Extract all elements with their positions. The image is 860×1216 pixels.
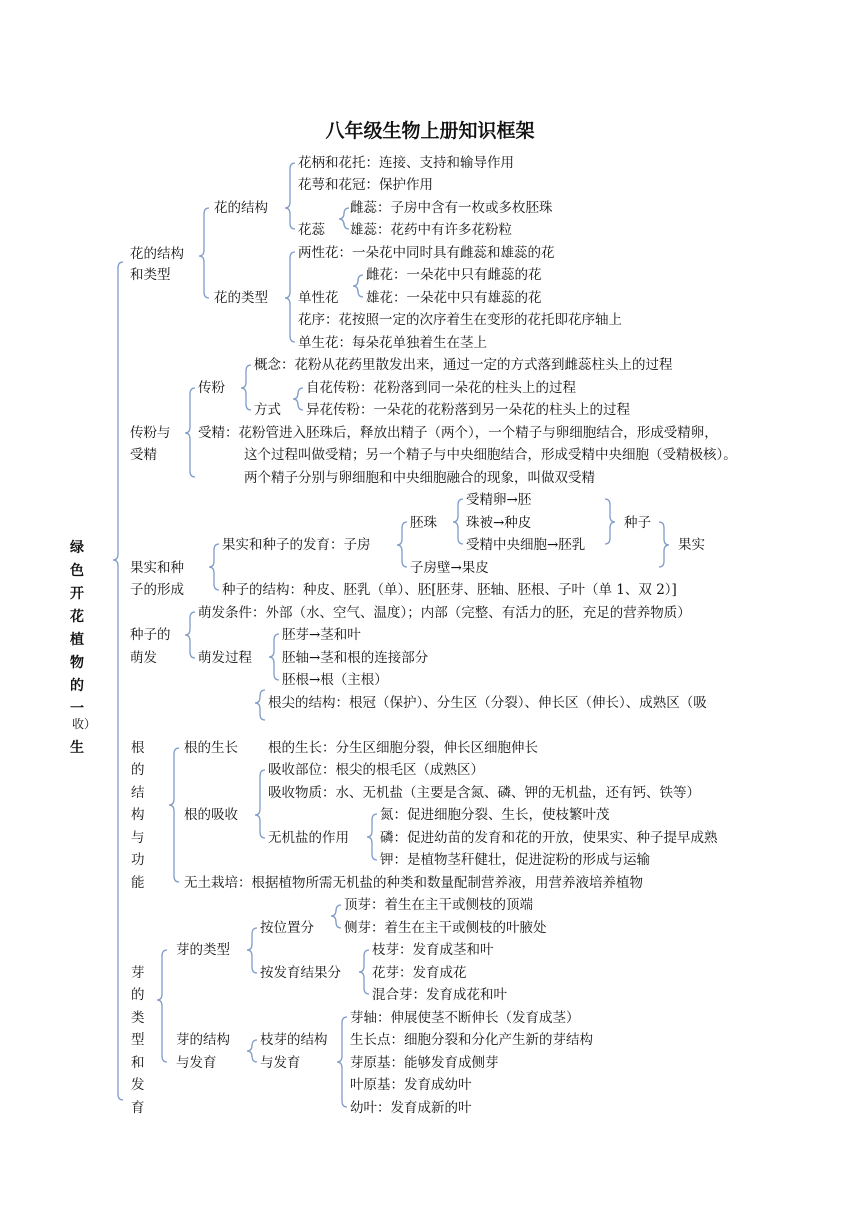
- root-mineral: 无机盐的作用: [268, 830, 349, 846]
- main-topic-char: 物: [70, 655, 84, 671]
- main-topic-char: 的: [70, 678, 84, 694]
- root-phosphorus: 磷：促进幼苗的发育和花的开放，使果实、种子提早成熟: [380, 830, 718, 846]
- section-root-char: 根: [131, 740, 145, 756]
- brace: [331, 905, 341, 928]
- main-topic-char: 开: [70, 586, 84, 602]
- bud-structure: 芽的结构: [176, 1032, 230, 1048]
- brace: [185, 612, 195, 658]
- pollination-methods: 方式: [254, 402, 281, 418]
- section-bud-char: 型: [131, 1032, 145, 1048]
- brace: [367, 814, 377, 860]
- brace: [339, 208, 349, 229]
- brace: [169, 748, 179, 882]
- flower-pistil: 雌蕊：子房中含有一枚或多枚胚珠: [350, 200, 553, 216]
- section-fruit: 子的形成: [130, 582, 184, 598]
- brace: [285, 252, 295, 342]
- root-tip: 根尖的结构：根冠（保护）、分生区（分裂）、伸长区（伸长）、成熟区（吸: [268, 695, 707, 711]
- flower-stalk: 花柄和花托：连接、支持和输导作用: [298, 155, 514, 171]
- brace: [659, 522, 669, 567]
- section-bud-char: 发: [131, 1077, 145, 1093]
- main-topic-char: 植: [70, 632, 84, 648]
- section-flower: 花的结构: [130, 246, 184, 262]
- section-root-char: 的: [131, 762, 145, 778]
- flower-types: 花的类型: [214, 290, 268, 306]
- flower-female: 雌花：一朵花中只有雌蕊的花: [366, 267, 542, 283]
- flower-bisexual: 两性花：一朵花中同时具有雌蕊和雄蕊的花: [298, 245, 555, 261]
- brace: [453, 499, 463, 544]
- main-topic-char: 绿: [70, 540, 84, 556]
- fruit-seed: 种子: [624, 515, 651, 531]
- main-topic-char: 生: [70, 740, 84, 756]
- flower-solitary: 单生花：每朵花单独着生在茎上: [298, 335, 487, 351]
- seed-structure: 种子的结构：种皮、胚乳（单）、胚[胚芽、胚轴、胚根、子叶（单 1、双 2）]: [222, 582, 677, 598]
- fruit-fruit: 果实: [678, 537, 705, 553]
- pollination-concept: 概念：花粉从花药里散发出来，通过一定的方式落到雌蕊柱头上的过程: [254, 357, 673, 373]
- germination-process: 萌发过程: [198, 650, 252, 666]
- root-nitrogen: 氮：促进细胞分裂、生长，使枝繁叶茂: [380, 807, 610, 823]
- bud-leaf: 枝芽：发育成茎和叶: [372, 942, 494, 958]
- pollination-cross: 异花传粉：一朵花的花粉落到另一朵花的柱头上的过程: [306, 402, 630, 418]
- section-root-char: 能: [131, 875, 145, 891]
- flower-stamen: 雄蕊：花药中有许多花粉粒: [350, 222, 512, 238]
- brace: [269, 634, 279, 680]
- page-title: 八年级生物上册知识框架: [325, 120, 535, 142]
- bud-flower: 花芽：发育成花: [372, 965, 467, 981]
- bud-lateral: 侧芽：着生在主干或侧枝的叶腋处: [344, 920, 547, 936]
- bud-terminal: 顶芽：着生在主干或侧枝的顶端: [344, 897, 533, 913]
- fruit-development: 果实和种子的发育：子房: [222, 537, 371, 553]
- fruit-wall: 子房壁→果皮: [410, 560, 489, 576]
- section-pollination: 受精: [130, 447, 157, 463]
- brace: [293, 388, 303, 410]
- main-topic-char: 花: [70, 609, 84, 625]
- brace: [247, 1040, 257, 1062]
- root-potassium: 钾：是植物茎秆健壮，促进淀粉的形成与运输: [380, 852, 650, 868]
- bud-axis: 芽轴：伸展使茎不断伸长（发育成茎）: [350, 1010, 580, 1026]
- flower-sepal: 花萼和花冠：保护作用: [298, 177, 433, 193]
- section-flower: 和类型: [130, 267, 171, 283]
- section-bud-char: 类: [131, 1010, 145, 1026]
- fruit-ovule: 胚珠: [410, 515, 437, 531]
- main-topic-aside: 收）: [72, 717, 97, 731]
- bud-primordium: 芽原基：能够发育成侧芽: [350, 1055, 499, 1071]
- bud-growing-point: 生长点：细胞分裂和分化产生新的芽结构: [350, 1032, 593, 1048]
- brace: [209, 544, 219, 590]
- fruit-central: 受精中央细胞→胚乳: [466, 537, 586, 553]
- germination-radicle: 胚根→根（主根）: [282, 672, 388, 688]
- fruit-zygote: 受精卵→胚: [466, 492, 532, 508]
- germination-hypocotyl: 胚轴→茎和根的连接部分: [282, 650, 429, 666]
- root-absorption: 根的吸收: [184, 807, 238, 823]
- flower-structure: 花的结构: [214, 200, 268, 216]
- branch-bud: 与发育: [260, 1055, 301, 1071]
- bud-mixed: 混合芽：发育成花和叶: [372, 987, 507, 1003]
- brace: [285, 163, 295, 229]
- section-germination: 萌发: [130, 650, 157, 666]
- pollination-label: 传粉: [198, 380, 225, 396]
- section-pollination: 传粉与: [130, 425, 171, 441]
- brace: [255, 690, 265, 720]
- section-root-char: 结: [131, 785, 145, 801]
- brace: [247, 928, 257, 973]
- young-leaf: 幼叶：发育成新的叶: [350, 1100, 472, 1116]
- root-site: 吸收部位：根尖的根毛区（成熟区）: [268, 762, 484, 778]
- section-root-char: 与: [131, 830, 145, 846]
- flower-pistil-group: 花蕊: [298, 222, 325, 238]
- section-bud-char: 的: [131, 987, 145, 1003]
- flower-unisexual: 单性花: [298, 290, 339, 306]
- brace: [353, 275, 363, 297]
- root-soilless: 无土栽培：根据植物所需无机盐的种类和数量配制营养液，用营养液培养植物: [184, 875, 643, 891]
- section-fruit: 果实和种: [130, 560, 184, 576]
- brace: [605, 499, 615, 544]
- root-growth: 根的生长: [184, 740, 238, 756]
- brace: [241, 365, 251, 410]
- fertilization-line3: 两个精子分别与卵细胞和中央细胞融合的现象，叫做双受精: [244, 470, 595, 486]
- section-bud-char: 育: [131, 1100, 145, 1116]
- germination-plumule: 胚芽→茎和叶: [282, 627, 361, 643]
- section-bud-char: 芽: [131, 965, 145, 981]
- section-germination: 种子的: [130, 627, 171, 643]
- germination-conditions: 萌发条件：外部（水、空气、温度）；内部（完整、有活力的胚，充足的营养物质）: [198, 605, 691, 621]
- brace: [255, 770, 265, 838]
- bud-by-position: 按位置分: [260, 920, 314, 936]
- bud-types: 芽的类型: [176, 942, 230, 958]
- brace: [397, 522, 407, 567]
- branch-bud: 枝芽的结构: [260, 1032, 328, 1048]
- bud-by-result: 按发育结果分: [260, 965, 341, 981]
- section-root-char: 功: [131, 852, 145, 868]
- fertilization-line2: 这个过程叫做受精；另一个精子与中央细胞结合，形成受精中央细胞（受精极核）。: [244, 447, 737, 463]
- bud-structure: 与发育: [176, 1055, 217, 1071]
- brace: [113, 262, 123, 1100]
- fertilization-line1: 受精：花粉管进入胚珠后，释放出精子（两个），一个精子与卵细胞结合，形成受精卵，: [198, 425, 718, 441]
- root-substances: 吸收物质：水、无机盐（主要是含氮、磷、钾的无机盐，还有钙、铁等）: [268, 785, 700, 801]
- section-bud-char: 和: [131, 1055, 145, 1071]
- main-topic-char: 色: [70, 563, 84, 579]
- flower-inflorescence: 花序：花按照一定的次序着生在变形的花托即花序轴上: [298, 312, 622, 328]
- main-topic-char: 一: [70, 701, 84, 717]
- leaf-primordium: 叶原基：发育成幼叶: [350, 1077, 472, 1093]
- section-root-char: 构: [131, 807, 145, 823]
- brace: [199, 208, 209, 298]
- brace: [157, 950, 167, 1062]
- fruit-integument: 珠被→种皮: [466, 515, 532, 531]
- brace: [185, 388, 195, 477]
- pollination-self: 自花传粉：花粉落到同一朵花的柱头上的过程: [306, 380, 576, 396]
- brace: [337, 1017, 347, 1107]
- root-growth-detail: 根的生长：分生区细胞分裂，伸长区细胞伸长: [268, 740, 538, 756]
- brace: [359, 950, 369, 994]
- flower-male: 雄花：一朵花中只有雄蕊的花: [366, 290, 542, 306]
